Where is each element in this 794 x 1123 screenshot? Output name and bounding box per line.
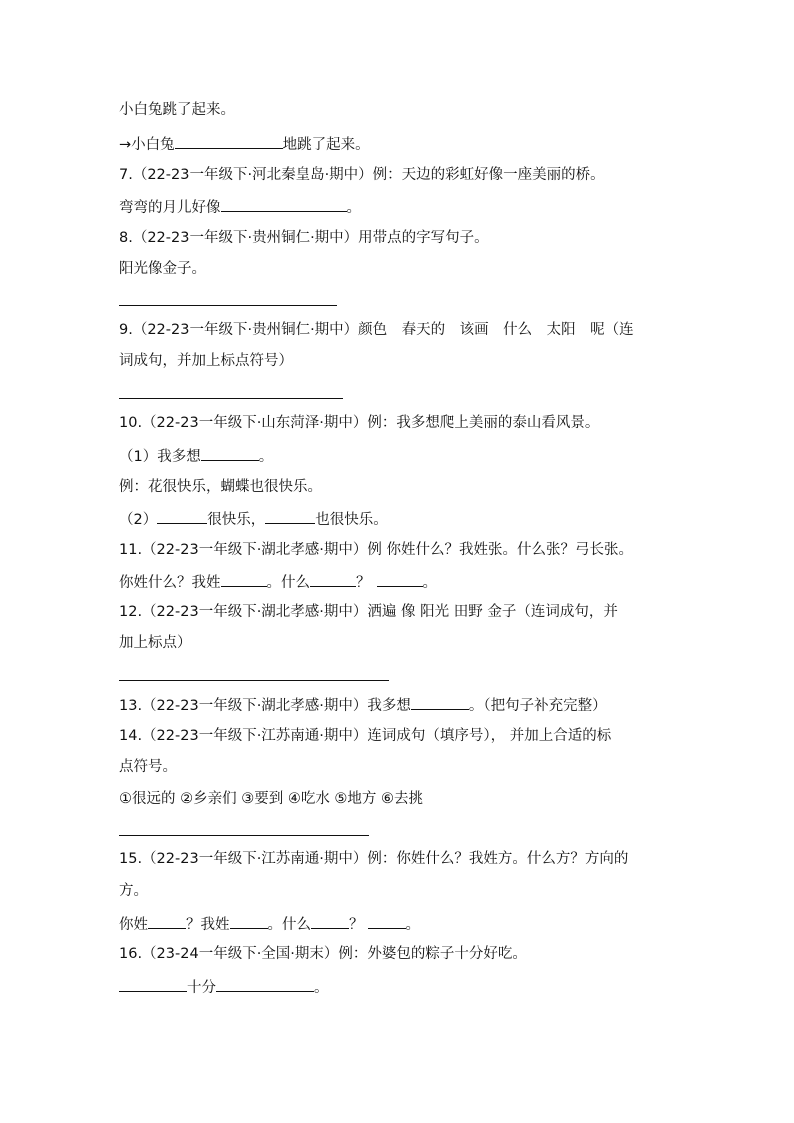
answer-blank[interactable]: [221, 571, 267, 587]
q16-answer-line: 十分 。: [119, 976, 329, 998]
answer-blank[interactable]: [368, 913, 406, 929]
q7-answer-line: 弯弯的月儿好像 。: [119, 196, 361, 218]
question-14-cont: 点符号。: [119, 759, 177, 775]
q11-answer-line: 你姓什么？我姓 。什么 ？ 。: [119, 571, 437, 593]
answer-blank[interactable]: [377, 571, 423, 587]
answer-blank[interactable]: [265, 508, 315, 524]
question-11: 11.（22-23一年级下·湖北孝感·期中）例 你姓什么？我姓张。什么张？弓长张。: [119, 542, 634, 558]
question-9-cont: 词成句，并加上标点符号）: [119, 353, 293, 369]
question-9: 9.（22-23一年级下·贵州铜仁·期中）颜色 春天的 该画 什么 太阳 呢（连: [119, 322, 634, 338]
answer-blank[interactable]: [230, 913, 268, 929]
question-10: 10.（22-23一年级下·山东菏泽·期中）例：我多想爬上美丽的泰山看风景。: [119, 415, 600, 431]
q15-answer-line: 你姓 ？我姓 。什么 ？ 。: [119, 913, 420, 935]
q8-answer-rule[interactable]: [119, 305, 337, 306]
question-8: 8.（22-23一年级下·贵州铜仁·期中）用带点的字写句子。: [119, 230, 489, 246]
question-16: 16.（23-24一年级下·全国·期末）例：外婆包的粽子十分好吃。: [119, 946, 527, 962]
sentence-example: 小白兔跳了起来。: [119, 102, 235, 118]
q9-answer-rule[interactable]: [119, 398, 343, 399]
q10-part1: （1）我多想 。: [119, 445, 273, 467]
answer-blank[interactable]: [119, 976, 187, 992]
q10-part2: （2） 很快乐， 也很快乐。: [119, 508, 388, 530]
answer-blank[interactable]: [411, 694, 469, 710]
q12-answer-rule[interactable]: [119, 680, 389, 681]
q6-answer-line: →小白兔 地跳了起来。: [119, 133, 370, 155]
answer-blank[interactable]: [201, 445, 259, 461]
q10-example: 例：花很快乐，蝴蝶也很快乐。: [119, 479, 322, 495]
q14-answer-rule[interactable]: [119, 835, 369, 836]
question-14: 14.（22-23一年级下·江苏南通·期中）连词成句（填序号）， 并加上合适的标: [119, 728, 612, 744]
question-7: 7.（22-23一年级下·河北秦皇岛·期中）例：天边的彩虹好像一座美丽的桥。: [119, 167, 605, 183]
answer-blank[interactable]: [148, 913, 186, 929]
answer-blank[interactable]: [221, 196, 347, 212]
question-12: 12.（22-23一年级下·湖北孝感·期中）洒遍 像 阳光 田野 金子（连词成句，并: [119, 604, 618, 620]
question-13: 13.（22-23一年级下·湖北孝感·期中）我多想 。（把句子补充完整）: [119, 694, 607, 716]
answer-blank[interactable]: [157, 508, 207, 524]
answer-blank[interactable]: [310, 571, 356, 587]
q8-sentence: 阳光像金子。: [119, 261, 206, 277]
answer-blank[interactable]: [311, 913, 349, 929]
question-15-cont: 方。: [119, 883, 148, 899]
answer-blank[interactable]: [175, 133, 283, 149]
question-12-cont: 加上标点）: [119, 635, 192, 651]
q14-word-options: ①很远的 ②乡亲们 ③要到 ④吃水 ⑤地方 ⑥去挑: [119, 791, 424, 807]
question-15: 15.（22-23一年级下·江苏南通·期中）例：你姓什么？我姓方。什么方？方向的: [119, 851, 629, 867]
answer-blank[interactable]: [216, 976, 314, 992]
